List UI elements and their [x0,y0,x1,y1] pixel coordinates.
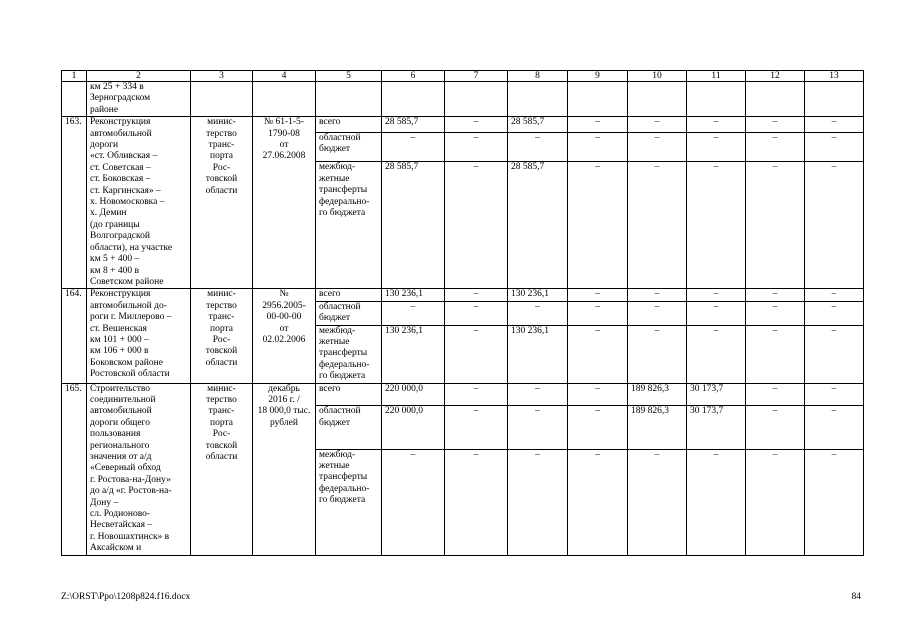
value-cell: – [746,117,805,132]
value-cell: 220 000,0 [382,406,445,449]
row-number: 163. [62,117,87,289]
object-name: Реконструкция автомобильной дороги «ст. Обливская – ст. Советская – ст. Боковская – ст. Каргинская» – х. Новомосковка – х. Демин (до границы Волгоградской области), на участке км 5 + 400 – км 8 + 400 в Советском районе [87,117,191,289]
value-cell: – [445,449,508,555]
funding-source: межбюд- жетные трансферты федерально- го бюджета [316,449,382,555]
header-cell: 4 [253,71,316,82]
value-cell: – [687,301,746,325]
value-cell: – [805,289,864,301]
value-cell: 30 173,7 [687,406,746,449]
cell [746,82,805,117]
value-cell: – [568,289,628,301]
value-cell: – [568,406,628,449]
value-cell: – [445,325,508,383]
value-cell: – [382,449,445,555]
value-cell: – [805,301,864,325]
value-cell: 130 236,1 [382,325,445,383]
value-cell: – [508,132,568,162]
executor: минис- терство транс- порта Рос- товской области [191,117,253,289]
program-table [61,70,864,556]
cell [253,82,316,117]
cell [628,82,687,117]
header-cell: 6 [382,71,445,82]
project-doc: № 2956.2005- 00-00-00 от 02.02.2006 [253,289,316,383]
value-cell: 189 826,3 [628,406,687,449]
funding-source: всего [316,383,382,406]
value-cell: 130 236,1 [382,289,445,301]
header-cell: 9 [568,71,628,82]
value-cell: – [568,325,628,383]
project-doc: декабрь 2016 г. / 18 000,0 тыс. рублей [253,383,316,555]
value-cell: 28 585,7 [508,117,568,132]
value-cell: 28 585,7 [382,162,445,289]
object-name: Строительство соединительной автомобильной дороги общего пользования регионального значения от а/д «Северный обход г. Ростова-на-Дону» до а/д «г. Ростов-на- Дону – сл. Родионово- Несветайская – г. Новошахтинск» в Аксайском и [87,383,191,555]
value-cell: – [687,325,746,383]
cell [316,82,382,117]
funding-source: межбюд- жетные трансферты федерально- го бюджета [316,325,382,383]
funding-source: областной бюджет [316,132,382,162]
value-cell: – [445,162,508,289]
header-cell: 2 [87,71,191,82]
value-cell: 30 173,7 [687,383,746,406]
value-cell: – [628,289,687,301]
value-cell: – [746,162,805,289]
header-cell: 11 [687,71,746,82]
funding-source: всего [316,289,382,301]
value-cell: – [628,117,687,132]
cell [445,82,508,117]
executor: минис- терство транс- порта Рос- товской области [191,383,253,555]
cell [805,82,864,117]
value-cell: – [445,289,508,301]
value-cell: – [746,449,805,555]
value-cell: – [805,383,864,406]
row-number [62,82,87,117]
value-cell: – [687,449,746,555]
value-cell: – [508,449,568,555]
cell [568,82,628,117]
value-cell: – [805,325,864,383]
file-path: Z:\ORST\Ppo\1208p824.f16.docx [61,592,191,602]
value-cell: 189 826,3 [628,383,687,406]
value-cell: – [687,162,746,289]
funding-source: областной бюджет [316,301,382,325]
table-row [62,383,864,406]
cell [191,82,253,117]
header-cell: 7 [445,71,508,82]
value-cell: – [628,132,687,162]
header-cell: 8 [508,71,568,82]
value-cell: – [568,162,628,289]
value-cell: – [746,289,805,301]
header-cell: 13 [805,71,864,82]
value-cell: – [568,449,628,555]
value-cell: – [445,383,508,406]
header-cell: 5 [316,71,382,82]
value-cell: – [568,117,628,132]
funding-source: всего [316,117,382,132]
value-cell: 28 585,7 [508,162,568,289]
cell [382,82,445,117]
header-cell: 12 [746,71,805,82]
value-cell: – [687,132,746,162]
value-cell: – [508,406,568,449]
value-cell: – [445,406,508,449]
value-cell: – [805,406,864,449]
value-cell: – [746,132,805,162]
table-row [62,289,864,301]
value-cell: – [628,301,687,325]
cell [687,82,746,117]
page-number: 84 [851,592,861,602]
value-cell: – [746,383,805,406]
header-cell: 3 [191,71,253,82]
value-cell: – [508,383,568,406]
value-cell: – [628,162,687,289]
value-cell: – [628,449,687,555]
value-cell: – [746,325,805,383]
row-number: 164. [62,289,87,383]
cell [508,82,568,117]
value-cell: – [805,132,864,162]
value-cell: 130 236,1 [508,289,568,301]
executor: минис- терство транс- порта Рос- товской области [191,289,253,383]
value-cell: – [805,162,864,289]
project-doc: № 61-1-5- 1790-08 от 27.06.2008 [253,117,316,289]
value-cell: 28 585,7 [382,117,445,132]
funding-source: областной бюджет [316,406,382,449]
funding-source: межбюд- жетные трансферты федерально- го бюджета [316,162,382,289]
column-number-row [62,71,864,82]
object-name: Реконструкция автомобильной до- роги г. Миллерово – ст. Вешенская км 101 + 000 – км 106 + 000 в Боковском районе Ростовской области [87,289,191,383]
value-cell: – [568,301,628,325]
object-name: км 25 + 334 в Зерноградском районе [87,82,191,117]
header-cell: 1 [62,71,87,82]
row-number: 165. [62,383,87,555]
value-cell: – [568,383,628,406]
value-cell: – [687,289,746,301]
value-cell: – [805,117,864,132]
value-cell: 220 000,0 [382,383,445,406]
value-cell: – [746,301,805,325]
value-cell: 130 236,1 [508,325,568,383]
continuation-row [62,82,864,117]
value-cell: – [508,301,568,325]
value-cell: – [382,132,445,162]
value-cell: – [568,132,628,162]
value-cell: – [628,325,687,383]
value-cell: – [805,449,864,555]
table-row [62,117,864,132]
value-cell: – [445,132,508,162]
value-cell: – [445,301,508,325]
value-cell: – [445,117,508,132]
value-cell: – [382,301,445,325]
value-cell: – [746,406,805,449]
value-cell: – [687,117,746,132]
header-cell: 10 [628,71,687,82]
